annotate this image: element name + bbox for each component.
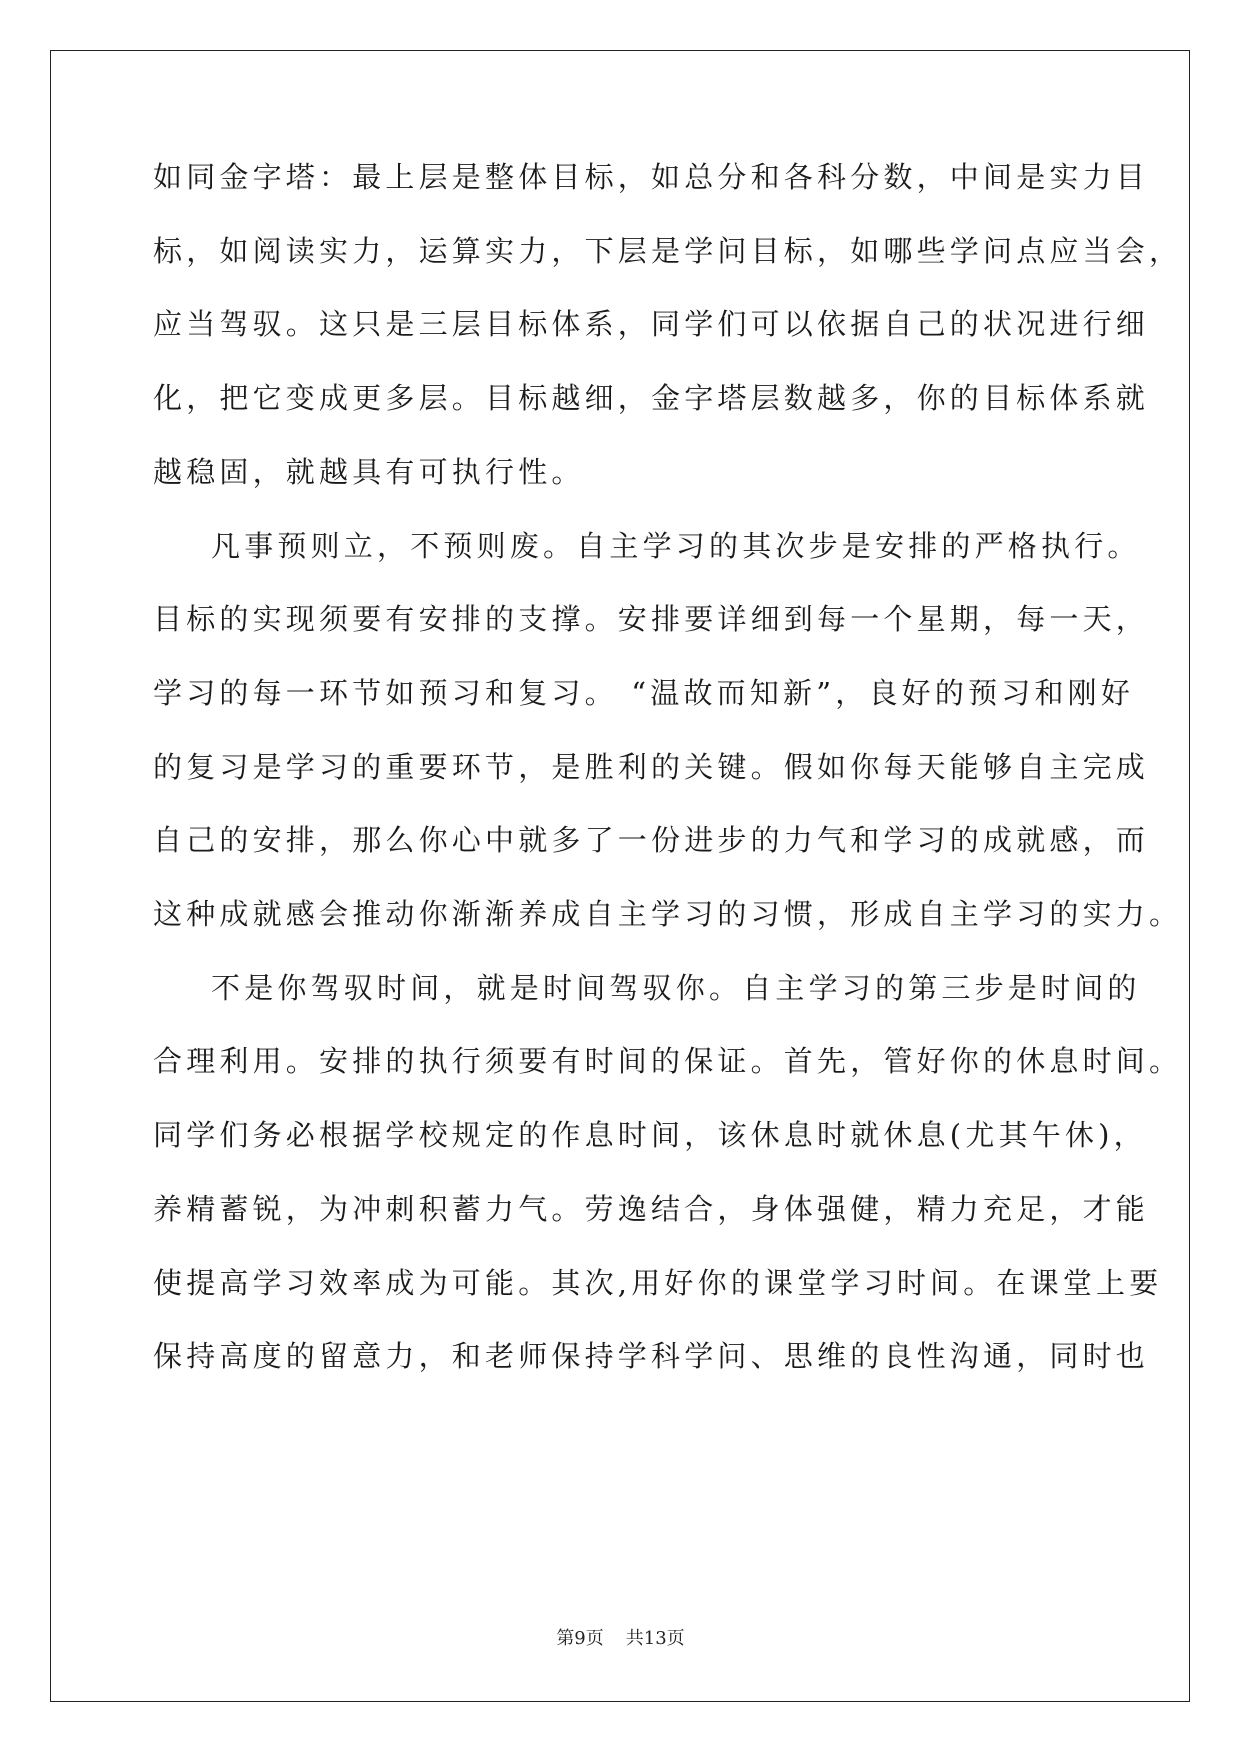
text-line: 越稳固，就越具有可执行性。 [153, 454, 585, 489]
text-line: 自己的安排，那么你心中就多了一份进步的力气和学习的成就感，而 [153, 823, 1150, 858]
text-line: 不是你驾驭时间，就是时间驾驭你。自主学习的第三步是时间的 [211, 970, 1141, 1005]
text-line: 同学们务必根据学校规定的作息时间，该休息时就休息(尤其午休)， [153, 1118, 1147, 1153]
text-line: 标，如阅读实力，运算实力，下层是学问目标，如哪些学问点应当会， [153, 233, 1183, 268]
text-line: 使提高学习效率成为可能。其次,用好你的课堂学习时间。在课堂上要 [153, 1265, 1163, 1300]
page-border [50, 50, 1190, 1702]
text-line: 凡事预则立，不预则废。自主学习的其次步是安排的严格执行。 [211, 528, 1141, 563]
text-line: 应当驾驭。这只是三层目标体系，同学们可以依据自己的状况进行细 [153, 307, 1150, 342]
text-line: 目标的实现须要有安排的支撑。安排要详细到每一个星期，每一天， [153, 602, 1150, 637]
page-footer [0, 1628, 1241, 1650]
text-line: 保持高度的留意力，和老师保持学科学问、思维的良性沟通，同时也 [153, 1339, 1150, 1374]
text-line: 化，把它变成更多层。目标越细，金字塔层数越多，你的目标体系就 [153, 381, 1150, 416]
text-line: 如同金字塔：最上层是整体目标，如总分和各科分数，中间是实力目 [153, 160, 1150, 194]
text-line: 学习的每一环节如预习和复习。 “温故而知新”，良好的预习和刚好 [153, 675, 1135, 710]
page-number: 第9页 [556, 1628, 604, 1649]
text-line: 合理利用。安排的执行须要有时间的保证。首先，管好你的休息时间。 [153, 1044, 1183, 1079]
text-line: 的复习是学习的重要环节，是胜利的关键。假如你每天能够自主完成 [153, 749, 1150, 784]
text-line: 养精蓄锐，为冲刺积蓄力气。劳逸结合，身体强健，精力充足，才能 [153, 1191, 1150, 1226]
page-total: 共13页 [625, 1628, 685, 1649]
text-line: 这种成就感会推动你渐渐养成自主学习的习惯，形成自主学习的实力。 [153, 897, 1183, 931]
